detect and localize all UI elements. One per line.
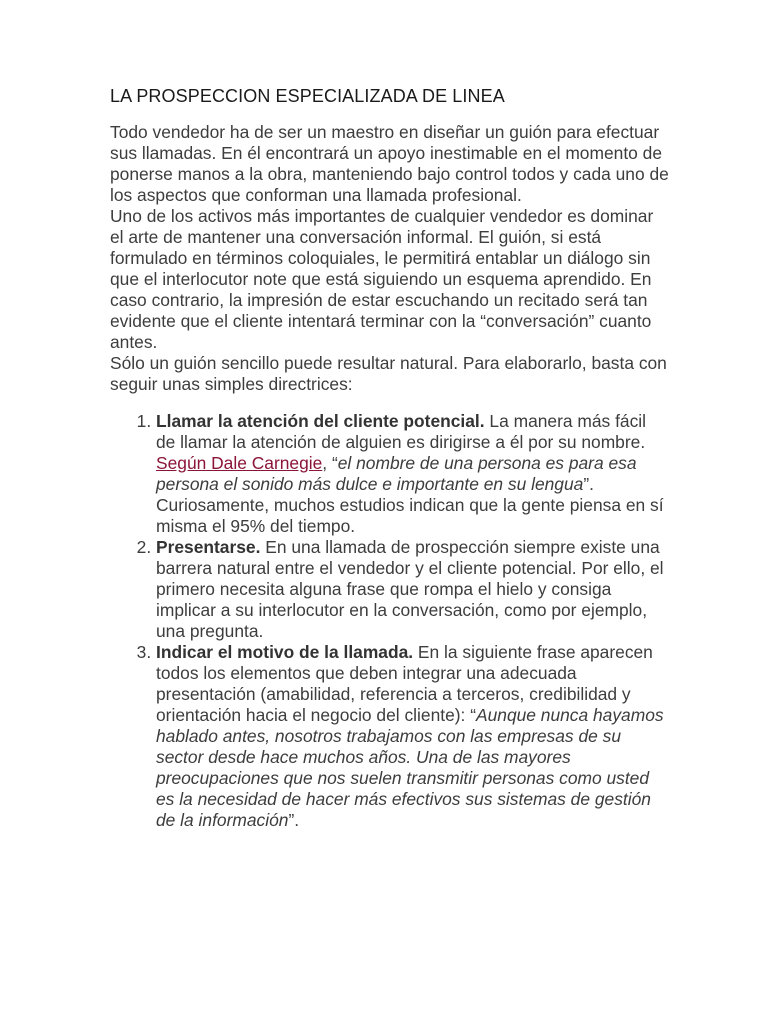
paragraph-conversation: Uno de los activos más importantes de cualquier vendedor es dominar el arte de mantener una conversación informal. El guión, si está formulado en términos coloquiales, le permitirá entablar un diálogo sin que el interlocutor note que está siguiendo un esquema aprendido. En caso contrario, la impresión de estar escuchando un recitado será tan evidente que el cliente intentará terminar con la “conversación” cuanto antes. (110, 206, 654, 352)
paragraph-intro: Todo vendedor ha de ser un maestro en diseñar un guión para efectuar sus llamadas. En él encontrará un apoyo inestimable en el momento de ponerse manos a la obra, manteniendo bajo control todos y cada uno de los aspectos que conforman una llamada profesional. (110, 122, 669, 205)
list-item-text: En una llamada de prospección siempre existe una barrera natural entre el vendedor y el cliente potencial. Por ello, el primero necesita alguna frase que rompa el hielo y consiga implicar a su interlocutor en la conversación, como por ejemplo, una pregunta. (156, 537, 664, 641)
list-item-heading: Indicar el motivo de la llamada. (156, 642, 414, 662)
paragraph-guidelines: Sólo un guión sencillo puede resultar natural. Para elaborarlo, basta con seguir unas simples directrices: (110, 353, 667, 394)
carnegie-link[interactable]: Según Dale Carnegie (156, 453, 323, 473)
list-item-text: La manera más fácil de llamar la atención de alguien es dirigirse a él por su nombre. (156, 411, 647, 452)
list-item-text: En la siguiente frase aparecen todos los elementos que deben integrar una adecuada presentación (amabilidad, referencia a terceros, credibilidad y orientación hacia el negocio del cliente): “ (156, 642, 653, 725)
list-item-text: ”. (288, 810, 300, 830)
list-item-text: , “ (322, 453, 338, 473)
example-quote: Aunque nunca hayamos hablado antes, nosotros trabajamos con las empresas de su sector desde hace muchos años. Una de las mayores preocupaciones que nos suelen transmitir personas como usted es la necesidad de hacer más efectivos sus sistemas de gestión de la información (156, 705, 664, 830)
list-item (156, 537, 670, 642)
carnegie-quote: el nombre de una persona es para esa persona el sonido más dulce e importante en su lengua (156, 453, 637, 494)
list-item (156, 411, 670, 537)
list-item-heading: Llamar la atención del cliente potencial. (156, 411, 485, 431)
list-item (156, 642, 670, 831)
document-title: LA PROSPECCION ESPECIALIZADA DE LINEA (110, 86, 505, 106)
list-item-heading: Presentarse. (156, 537, 261, 557)
list-item-text: ”. Curiosamente, muchos estudios indican que la gente piensa en sí misma el 95% del tiempo. (156, 474, 664, 536)
guidelines-list (110, 411, 670, 831)
document-page (110, 84, 670, 831)
